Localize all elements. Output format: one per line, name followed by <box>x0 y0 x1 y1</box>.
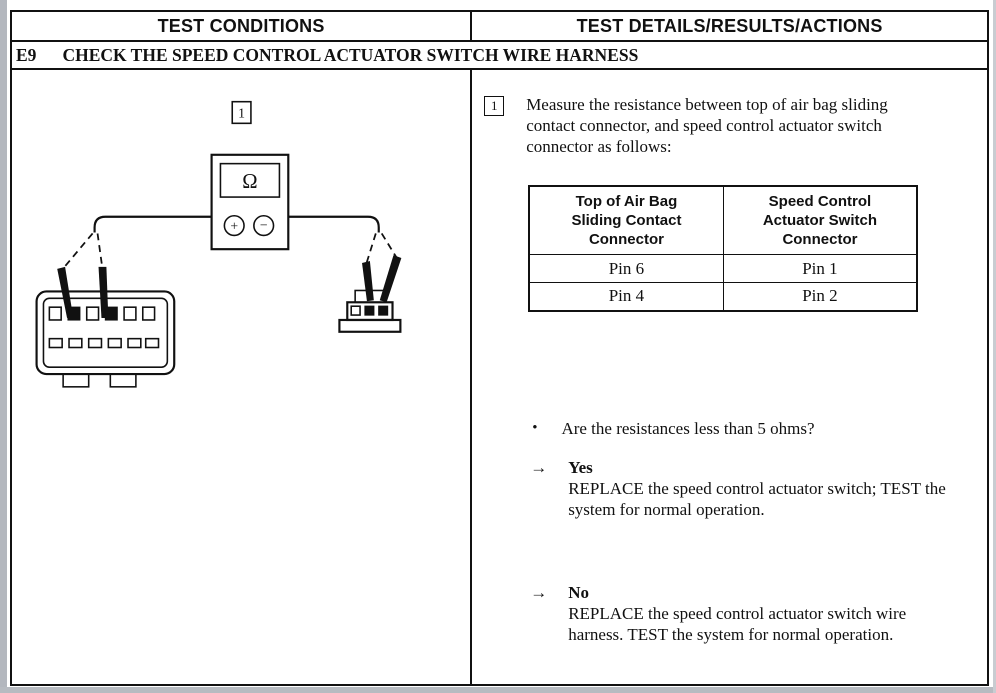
wiring-diagram <box>12 70 470 684</box>
left-probe-lead-1 <box>61 233 92 270</box>
pin-cell: Pin 6 <box>529 255 723 283</box>
table-row <box>529 255 917 283</box>
svg-text:−: − <box>259 217 268 233</box>
diagram-callout-box <box>232 102 251 124</box>
header-test-details: TEST DETAILS/RESULTS/ACTIONS <box>576 15 883 36</box>
result-yes-action: REPLACE the speed control actuator switch; TEST the system for normal operation. <box>568 478 946 519</box>
pin-table-header-switch: Speed Control Actuator Switch Connector <box>723 186 917 255</box>
ohmmeter <box>212 155 289 249</box>
pin-6 <box>68 307 80 320</box>
pin-table-header-row <box>529 186 917 255</box>
step-number-box: 1 <box>484 96 504 116</box>
test-step-id: E9 <box>16 44 37 65</box>
result-no-label: No <box>568 582 589 602</box>
pin-cell: Pin 4 <box>529 283 723 311</box>
pin-1 <box>365 306 374 315</box>
pin-4 <box>105 307 117 320</box>
question-text: Are the resistances less than 5 ohms? <box>561 418 815 438</box>
pinpoint-test-table <box>10 10 989 686</box>
left-meter-lead <box>95 217 212 233</box>
pin-2 <box>379 306 388 315</box>
svg-text:+: + <box>230 218 239 234</box>
arrow-icon: → <box>530 457 548 477</box>
pin-cell: Pin 1 <box>723 255 917 283</box>
arrow-icon: → <box>530 582 548 602</box>
scan-edge-bottom <box>0 687 996 693</box>
result-no <box>530 582 973 645</box>
pin-mapping-table <box>528 185 918 312</box>
pin-table-header-airbag: Top of Air Bag Sliding Contact Connector <box>529 186 723 255</box>
test-body-row <box>12 70 987 684</box>
header-test-conditions: TEST CONDITIONS <box>12 12 472 40</box>
column-header-row <box>12 12 987 42</box>
scan-edge-left <box>0 0 7 693</box>
ohm-symbol: Ω <box>242 171 258 194</box>
bullet-icon: • <box>532 419 538 436</box>
result-yes <box>530 457 973 520</box>
result-no-action: REPLACE the speed control actuator switch wire harness. TEST the system for normal operation. <box>568 603 907 644</box>
test-step-title: CHECK THE SPEED CONTROL ACTUATOR SWITCH WIRE HARNESS <box>62 44 639 65</box>
test-conditions-cell <box>12 70 472 684</box>
right-probe-lead-1 <box>366 233 376 264</box>
result-yes-label: Yes <box>568 457 593 477</box>
probe-tip-right-1 <box>362 261 374 301</box>
probe-tip-right-2 <box>380 255 402 302</box>
test-step-title-row <box>12 42 987 70</box>
right-meter-lead <box>288 217 378 233</box>
ohmmeter-body <box>212 155 289 249</box>
instruction-text: Measure the resistance between top of air bag sliding contact connector, and speed control actuator switch connector as follows: <box>526 95 888 156</box>
left-probe-lead-2 <box>98 233 103 268</box>
step-1 <box>484 94 973 157</box>
svg-text:1: 1 <box>238 105 246 121</box>
pin-cell: Pin 2 <box>723 283 917 311</box>
question-row <box>532 418 973 439</box>
test-details-cell <box>472 70 987 684</box>
table-row <box>529 283 917 311</box>
right-probe-lead-2 <box>382 233 398 259</box>
